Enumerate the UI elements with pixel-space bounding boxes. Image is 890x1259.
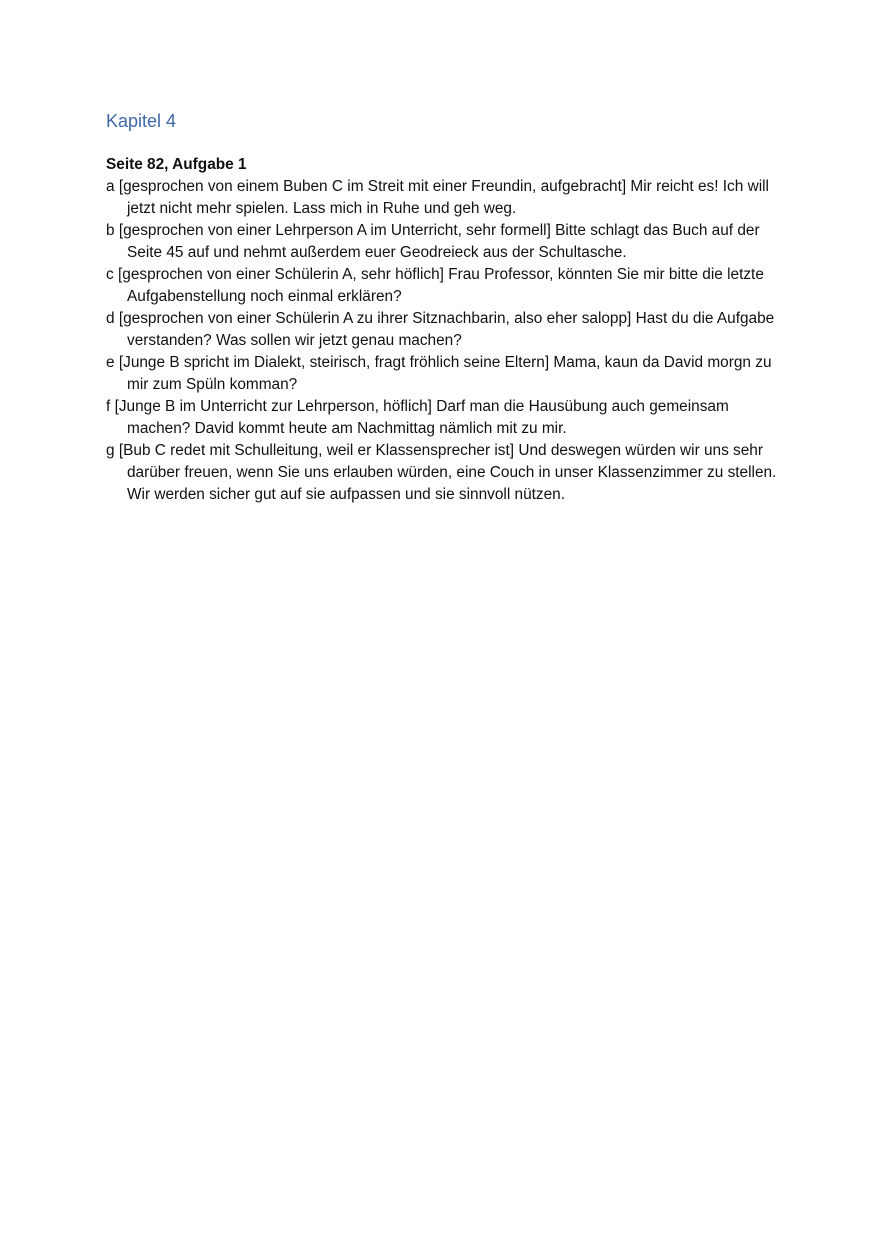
item-text: [gesprochen von einer Schülerin A, sehr höflich] Frau Professor, könnten Sie mir bitte die letzte Aufgabenstellung noch einmal erklären? [117, 266, 764, 305]
task-item-a [106, 176, 796, 220]
item-letter: f [106, 398, 111, 415]
chapter-title: Kapitel 4 [106, 111, 177, 131]
task-heading: Seite 82, Aufgabe 1 [106, 156, 247, 173]
task-item-f [106, 396, 796, 440]
item-text: [gesprochen von einem Buben C im Streit mit einer Freundin, aufgebracht] Mir reicht es! Ich will jetzt nicht mehr spielen. Lass mich in Ruhe und geh weg. [118, 178, 769, 217]
task-item-b [106, 220, 796, 264]
item-letter: g [106, 442, 115, 459]
item-text: [Bub C redet mit Schulleitung, weil er Klassensprecher ist] Und deswegen würden wir uns sehr darüber freuen, wenn Sie uns erlauben würden, eine Couch in unser Klassenzimmer zu stellen. Wir werden sicher gut auf sie aufpassen und sie sinnvoll nützen. [118, 442, 777, 503]
task-item-e [106, 352, 796, 396]
item-text: [gesprochen von einer Schülerin A zu ihrer Sitznachbarin, also eher salopp] Hast du die Aufgabe verstanden? Was sollen wir jetzt genau machen? [118, 310, 775, 349]
item-text: [Junge B im Unterricht zur Lehrperson, höflich] Darf man die Hausübung auch gemeinsam machen? David kommt heute am Nachmittag nämlich mit zu mir. [114, 398, 729, 437]
task-item-g [106, 440, 796, 506]
item-letter: a [106, 178, 115, 195]
task-item-d [106, 308, 796, 352]
task-section [106, 154, 796, 506]
task-item-c [106, 264, 796, 308]
item-letter: d [106, 310, 115, 327]
item-letter: e [106, 354, 115, 371]
task-item-list [106, 176, 796, 506]
item-letter: b [106, 222, 115, 239]
item-text: [Junge B spricht im Dialekt, steirisch, fragt fröhlich seine Eltern] Mama, kaun da David morgn zu mir zum Spüln komman? [118, 354, 772, 393]
item-text: [gesprochen von einer Lehrperson A im Unterricht, sehr formell] Bitte schlagt das Buch auf der Seite 45 auf und nehmt außerdem euer Geodreieck aus der Schultasche. [118, 222, 760, 261]
item-letter: c [106, 266, 114, 283]
